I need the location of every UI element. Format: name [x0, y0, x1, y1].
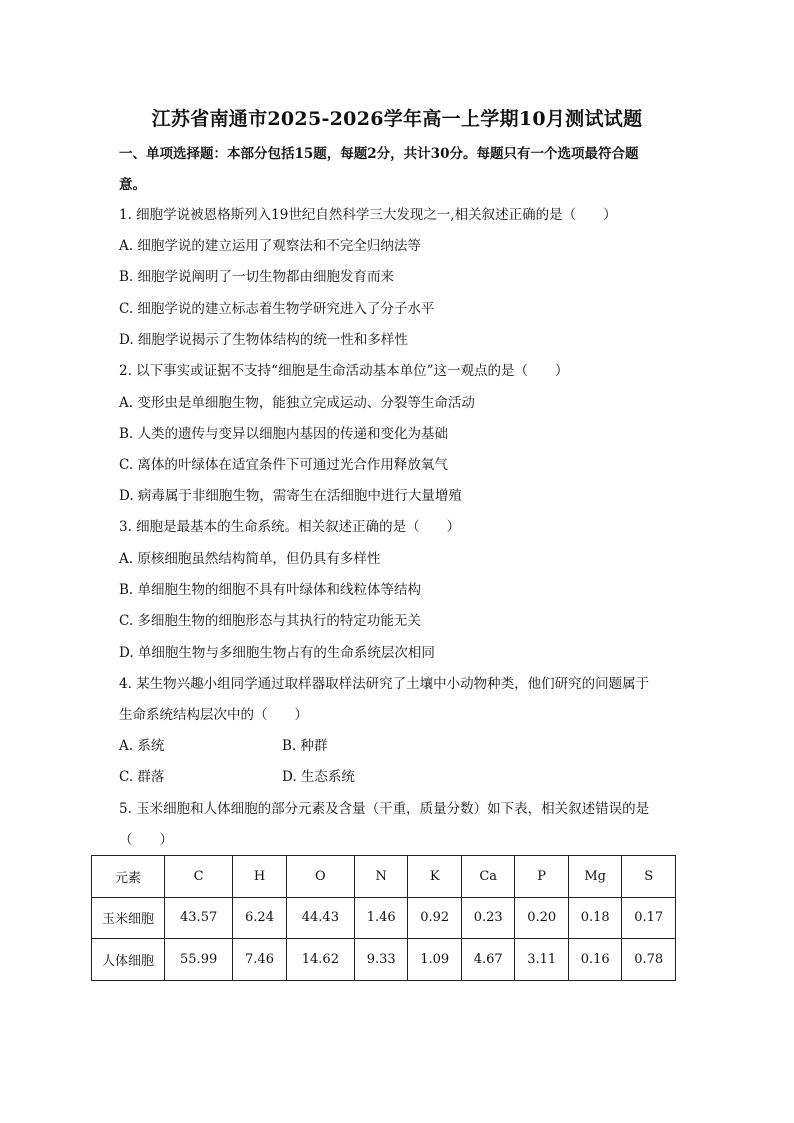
- q3-option-b: B. 单细胞生物的细胞不具有叶绿体和线粒体等结构: [119, 582, 422, 598]
- q4-stem-line1: 4. 某生物兴趣小组同学通过取样器取样法研究了土壤中小动物种类，他们研究的问题属于: [119, 676, 650, 692]
- table-header-cell: H: [233, 856, 286, 898]
- table-cell: 0.78: [622, 939, 676, 981]
- table-cell: 0.17: [622, 897, 676, 939]
- table-cell: 0.23: [461, 897, 514, 939]
- table-cell: 1.09: [408, 939, 461, 981]
- table-cell: 0.92: [408, 897, 461, 939]
- table-cell: 0.16: [568, 939, 621, 981]
- q3-option-c: C. 多细胞生物的细胞形态与其执行的特定功能无关: [119, 613, 421, 629]
- q1-option-d: D. 细胞学说揭示了生物体结构的统一性和多样性: [119, 332, 408, 348]
- table-row: [92, 939, 676, 981]
- table-header-cell: O: [286, 856, 354, 898]
- table-cell: 玉米细胞: [92, 897, 165, 939]
- table-cell: 1.46: [354, 897, 407, 939]
- q4-stem-line2: 生命系统结构层次中的（ ）: [119, 707, 308, 723]
- q3-stem: 3. 细胞是最基本的生命系统。相关叙述正确的是（ ）: [119, 519, 461, 535]
- table-header-cell: S: [622, 856, 676, 898]
- table-header-cell: K: [408, 856, 461, 898]
- q2-option-a: A. 变形虫是单细胞生物，能独立完成运动、分裂等生命活动: [119, 395, 475, 411]
- q5-stem-line2: （ ）: [119, 832, 173, 848]
- section-heading-line1: 一、单项选择题：本部分包括15题，每题2分，共计30分。每题只有一个选项最符合题: [119, 146, 639, 162]
- q2-option-d: D. 病毒属于非细胞生物，需寄生在活细胞中进行大量增殖: [119, 488, 462, 504]
- table-header-cell: 元素: [92, 856, 165, 898]
- table-cell: 0.20: [515, 897, 568, 939]
- q1-stem: 1. 细胞学说被恩格斯列入19世纪自然科学三大发现之一,相关叙述正确的是（ ）: [119, 207, 617, 223]
- table-cell: 9.33: [354, 939, 407, 981]
- q2-option-c: C. 离体的叶绿体在适宜条件下可通过光合作用释放氧气: [119, 457, 448, 473]
- table-header-cell: Mg: [568, 856, 621, 898]
- table-cell: 4.67: [461, 939, 514, 981]
- table-cell: 0.18: [568, 897, 621, 939]
- table-cell: 55.99: [165, 939, 233, 981]
- section-heading-line2: 意。: [119, 177, 146, 193]
- q1-option-a: A. 细胞学说的建立运用了观察法和不完全归纳法等: [119, 238, 421, 254]
- q4-option-c: C. 群落: [119, 769, 165, 785]
- table-header-cell: Ca: [461, 856, 514, 898]
- table-header-cell: C: [165, 856, 233, 898]
- q4-option-b: B. 种群: [282, 738, 328, 754]
- q1-option-c: C. 细胞学说的建立标志着生物学研究进入了分子水平: [119, 301, 435, 317]
- table-cell: 3.11: [515, 939, 568, 981]
- q1-option-b: B. 细胞学说阐明了一切生物都由细胞发育而来: [119, 269, 395, 285]
- table-cell: 43.57: [165, 897, 233, 939]
- q4-option-a: A. 系统: [119, 738, 165, 754]
- table-row: [92, 897, 676, 939]
- section-heading: [119, 139, 679, 201]
- q2-option-b: B. 人类的遗传与变异以细胞内基因的传递和变化为基础: [119, 426, 449, 442]
- table-cell: 14.62: [286, 939, 354, 981]
- q4-option-d: D. 生态系统: [282, 769, 355, 785]
- table-cell: 44.43: [286, 897, 354, 939]
- table-cell: 7.46: [233, 939, 286, 981]
- table-header-cell: N: [354, 856, 407, 898]
- exam-title: 江苏省南通市2025-2026学年高一上学期10月测试试题: [151, 108, 643, 130]
- q3-option-d: D. 单细胞生物与多细胞生物占有的生命系统层次相同: [119, 645, 435, 661]
- table-cell: 6.24: [233, 897, 286, 939]
- table-cell: 人体细胞: [92, 939, 165, 981]
- element-content-table: [91, 855, 676, 981]
- q3-option-a: A. 原核细胞虽然结构简单，但仍具有多样性: [119, 551, 381, 567]
- table-header-row: [92, 856, 676, 898]
- q5-stem-line1: 5. 玉米细胞和人体细胞的部分元素及含量（干重，质量分数）如下表，相关叙述错误的是: [119, 801, 650, 817]
- q2-stem: 2. 以下事实或证据不支持“细胞是生命活动基本单位”这一观点的是（ ）: [119, 363, 569, 379]
- table-header-cell: P: [515, 856, 568, 898]
